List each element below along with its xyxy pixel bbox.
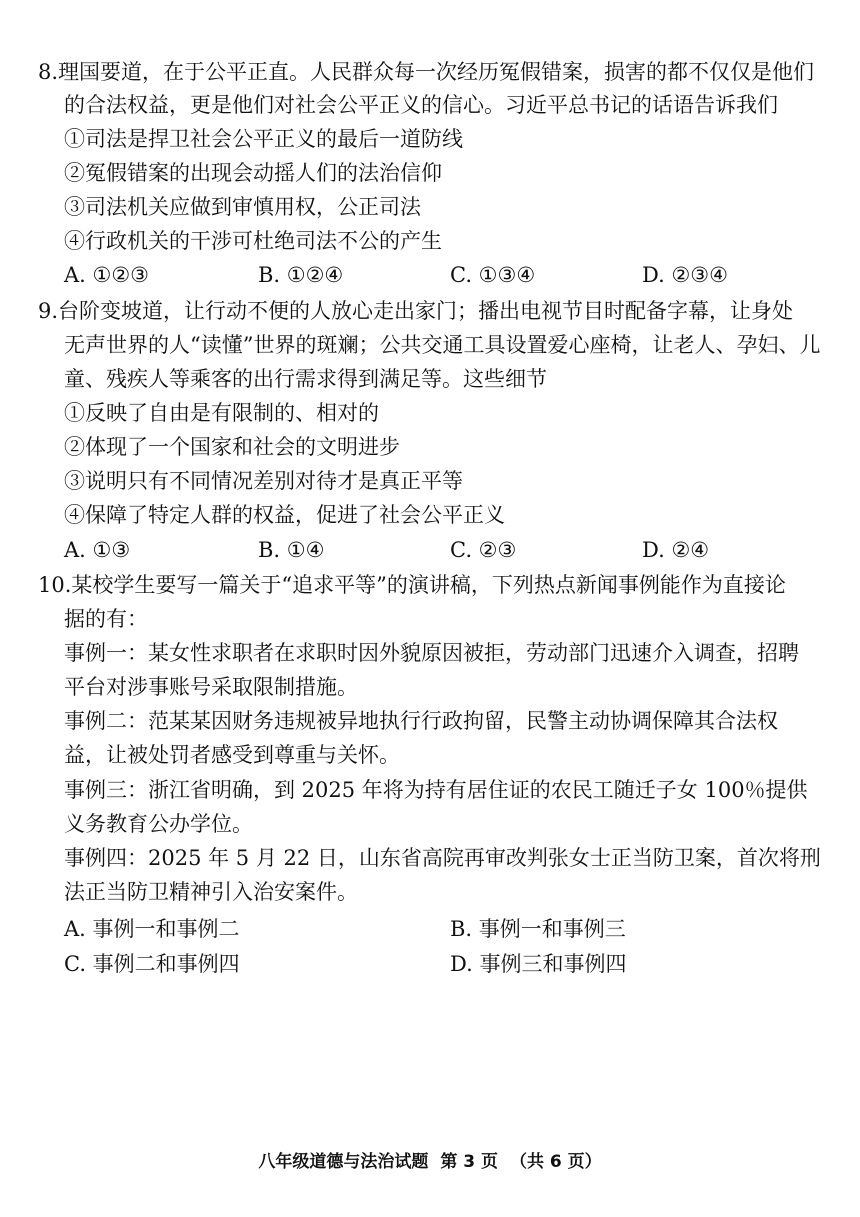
question-number: 10. (38, 573, 72, 597)
option-c: C. ①③④ (450, 263, 536, 287)
statement: ②冤假错案的出现会动摇人们的法治信仰 (64, 161, 442, 185)
case-line: 益，让被处罚者感受到尊重与关怀。 (64, 743, 400, 767)
option-a: A. 事例一和事例二 (64, 917, 240, 941)
question-stem-line: 童、残疾人等乘客的出行需求得到满足等。这些细节 (64, 367, 547, 391)
option-d: D. 事例三和事例四 (450, 952, 627, 976)
stem-text: 理国要道，在于公平正直。人民群众每一次经历冤假错案，损害的都不仅仅是他们 (58, 60, 815, 84)
case-line: 事例四：2025 年 5 月 22 日，山东省高院再审改判张女士正当防卫案，首次将刑 (64, 846, 821, 870)
footer-total-pages: （共 6 页） (510, 1152, 602, 1172)
question-stem-line (38, 570, 786, 600)
question-stem-line (38, 296, 793, 326)
question-stem-line: 据的有： (64, 607, 148, 631)
case-line: 法正当防卫精神引入治安案件。 (64, 880, 358, 904)
option-d: D. ②④ (642, 538, 710, 562)
footer-page-number: 第 3 页 (440, 1152, 498, 1172)
page-footer (0, 1150, 860, 1174)
statement: ③司法机关应做到审慎用权，公正司法 (64, 195, 421, 219)
case-line: 事例一：某女性求职者在求职时因外貌原因被拒，劳动部门迅速介入调查，招聘 (64, 641, 799, 665)
footer-title: 八年级道德与法治试题 (258, 1152, 429, 1172)
statement: ④保障了特定人群的权益，促进了社会公平正义 (64, 503, 505, 527)
statement: ④行政机关的干涉可杜绝司法不公的产生 (64, 229, 442, 253)
option-c: C. 事例二和事例四 (64, 952, 240, 976)
option-b: B. ①④ (258, 538, 325, 562)
stem-text: 某校学生要写一篇关于“追求平等”的演讲稿，下列热点新闻事例能作为直接论 (71, 573, 786, 597)
question-stem-line: 无声世界的人“读懂”世界的斑斓；公共交通工具设置爱心座椅，让老人、孕妇、儿 (64, 333, 821, 357)
case-line: 义务教育公办学位。 (64, 812, 253, 836)
case-line: 事例二：范某某因财务违规被异地执行行政拘留，民警主动协调保障其合法权 (64, 709, 778, 733)
question-number: 8. (38, 60, 59, 84)
option-d: D. ②③④ (642, 263, 728, 287)
statement: ③说明只有不同情况差别对待才是真正平等 (64, 469, 463, 493)
option-a: A. ①③ (64, 538, 131, 562)
stem-text: 台阶变坡道，让行动不便的人放心走出家门；播出电视节目时配备字幕，让身处 (58, 299, 794, 323)
option-a: A. ①②③ (64, 263, 149, 287)
case-line: 事例三：浙江省明确，到 2025 年将为持有居住证的农民工随迁子女 100％提供 (64, 778, 808, 802)
statement: ①司法是捍卫社会公平正义的最后一道防线 (64, 127, 463, 151)
option-b: B. 事例一和事例三 (450, 917, 626, 941)
question-stem-line: 的合法权益，更是他们对社会公平正义的信心。习近平总书记的话语告诉我们 (64, 93, 778, 117)
statement: ②体现了一个国家和社会的文明进步 (64, 435, 400, 459)
case-line: 平台对涉事账号采取限制措施。 (64, 675, 358, 699)
question-number: 9. (38, 299, 59, 323)
option-c: C. ②③ (450, 538, 517, 562)
question-stem-line (38, 57, 814, 87)
statement: ①反映了自由是有限制的、相对的 (64, 401, 379, 425)
option-b: B. ①②④ (258, 263, 344, 287)
